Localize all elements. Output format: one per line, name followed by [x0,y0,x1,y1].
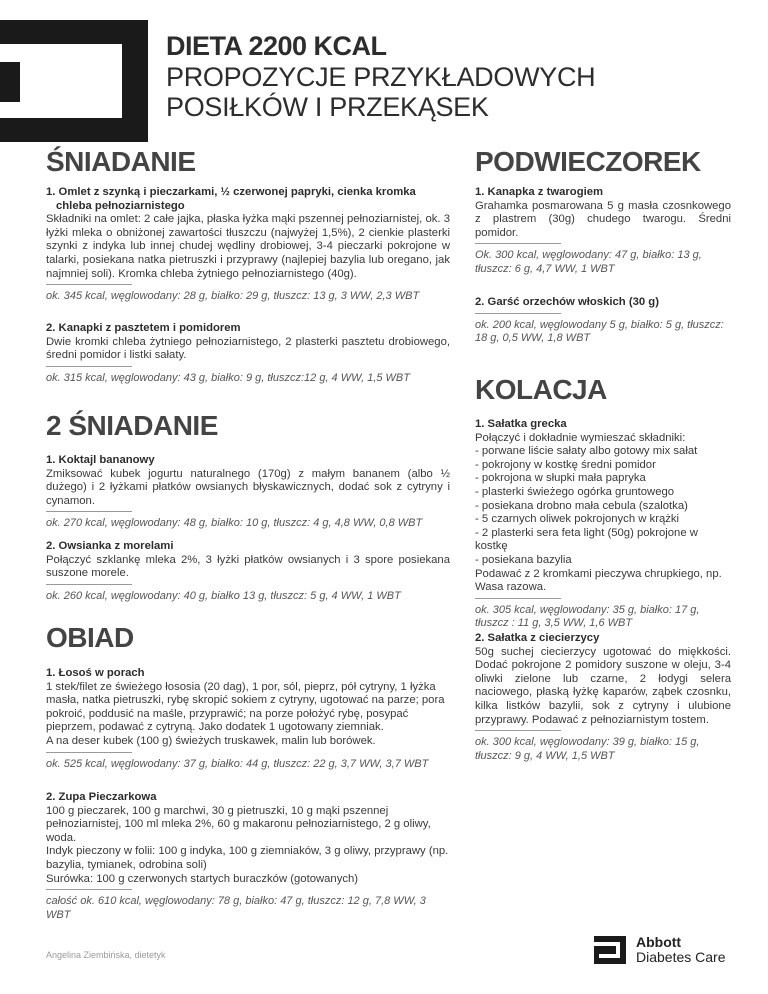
meal-item [475,632,731,763]
meal-nutrition: ok. 345 kcal, węglowodany: 28 g, białko: 29 g, tłuszcz: 13 g, 3 WW, 2,3 WBT [46,290,420,303]
meal-title: 1. Koktajl bananowy [46,454,155,466]
divider [46,511,132,512]
meal-description: 50g suchej ciecierzycy ugotować do miękkości. Dodać pokrojone 2 pomidory suszone w oleju, 3-4 oliwki zielone lub czarne, 2 łodygi selera naciowego, płaską łyżkę kaparów, ząbek czosnku, kilka listków bazylii, sok z cytryny i ulubione przyprawy. Podawać z pełnoziarnistym tostem. [475,645,731,726]
divider [475,730,561,731]
meal-item [46,322,450,385]
brand-division: Diabetes Care [636,949,726,965]
section-heading-sniadanie: ŚNIADANIE [46,146,196,177]
meal-title: 2. Zupa Pieczarkowa [46,791,157,803]
footer-author: Angelina Ziembińska, dietetyk [46,950,166,960]
document-title: DIETA 2200 KCAL [166,31,387,61]
meal-item [46,791,450,922]
meal-nutrition: ok. 270 kcal, węglowodany: 48 g, białko: 10 g, tłuszcz: 4 g, 4,8 WW, 0,8 WBT [46,517,423,530]
meal-description: Składniki na omlet: 2 całe jajka, płaska łyżka mąki pszennej pełnoziarnistej, ok. 3 łyżki mleka o obniżonej zawartości tłuszczu (najwyżej 1,5%), 2 cienkie plasterki szynki z indyka lub innej chudej wędliny drobiowej, 3-4 pieczarki pokrojone w talarki, posiekana natka pietruszki i przyprawy (najlepiej bazylia lub oregano, jak najmniej soli). Kromka chleba żytniego pełnoziarnistego (40g). [46,213,450,280]
document-header [166,30,726,122]
meal-item [46,540,450,603]
meal-description: Grahamka posmarowana 5 g masła czosnkowego z plastrem (30g) chudego twarogu. Średni pomidor. [475,199,731,239]
divider [46,889,132,890]
meal-item [46,186,450,304]
document-subtitle: PROPOZYCJE PRZYKŁADOWYCH POSIŁKÓW I PRZEKĄSEK [166,62,596,122]
section-heading-2-sniadanie: 2 ŚNIADANIE [46,410,218,441]
meal-title: 2. Sałatka z ciecierzycy [475,632,600,644]
section-heading-kolacja: KOLACJA [475,374,607,405]
divider [46,366,132,367]
meal-title: 2. Kanapki z pasztetem i pomidorem [46,322,241,334]
meal-title: 1. Omlet z szynką i pieczarkami, ½ czerwonej papryki, cienka kromka chleba pełnoziarnistego [46,186,416,212]
meal-item [46,667,450,771]
meal-title: 2. Garść orzechów włoskich (30 g) [475,296,659,308]
brand-name: Abbott [636,934,682,950]
abbott-logo-icon [594,936,626,964]
divider [475,313,561,314]
meal-nutrition: Ok. 300 kcal, węglowodany: 47 g, białko: 13 g, tłuszcz: 6 g, 4,7 WW, 1 WBT [475,249,702,275]
divider [475,598,561,599]
section-heading-obiad: OBIAD [46,622,134,653]
divider [46,284,132,285]
meal-nutrition: całość ok. 610 kcal, węglowodany: 78 g, białko: 47 g, tłuszcz: 12 g, 7,8 WW, 3 WBT [46,895,426,921]
meal-nutrition: ok. 200 kcal, węglowodany 5 g, białko: 5 g, tłuszcz: 18 g, 0,5 WW, 1,8 WBT [475,318,724,344]
meal-description: Zmiksować kubek jogurtu naturalnego (170g) z małym bananem (albo ½ dużego) i 2 łyżkami płatków owsianych błyskawicznych, dodać sok z cytryny i cynamon. [46,467,450,507]
meal-item [46,454,450,531]
meal-title: 2. Owsianka z morelami [46,540,174,552]
abbott-logo-icon [0,20,148,142]
section-heading-podwieczorek: PODWIECZOREK [475,146,701,177]
meal-title: 1. Sałatka grecka [475,418,567,430]
divider [475,243,561,244]
meal-nutrition: ok. 525 kcal, węglowodany: 37 g, białko: 44 g, tłuszcz: 22 g, 3,7 WW, 3,7 WBT [46,757,429,770]
meal-description: Połączyć szklankę mleka 2%, 3 łyżki płatków owsianych i 3 spore posiekana suszone morele. [46,553,450,580]
meal-description: Połączyć i dokładnie wymieszać składniki: - porwane liście sałaty albo gotowy mix sałat - pokrojony w kostkę średni pomidor - pokrojona w słupki mała papryka - plasterki świeżego ogórka gruntowego - posiekana drobno mała cebula (szalotka) - 5 czarnych oliwek pokrojonych w krążki - 2 plasterki sera feta light (50g) pokrojone w kostkę - posiekana bazylia Podawać z 2 kromkami pieczywa chrupkiego, np. Wasa razowa. [475,431,722,594]
meal-description: 100 g pieczarek, 100 g marchwi, 30 g pietruszki, 10 g mąki pszennej pełnoziarnistej, 100 ml mleka 2%, 60 g makaronu pełnoziarnistego, 2 g oliwy, woda. Indyk pieczony w folii: 100 g indyka, 100 g ziemniaków, 3 g oliwy, przyprawy (np. bazylia, tymianek, odrobina soli) Surówka: 100 g czerwonych startych buraczków (gotowanych) [46,804,449,885]
meal-nutrition: ok. 300 kcal, węglowodany: 39 g, białko: 15 g, tłuszcz: 9 g, 4 WW, 1,5 WBT [475,736,700,762]
meal-description: Dwie kromki chleba żytniego pełnoziarnistego, 2 plasterki pasztetu drobiowego, średni pomidor i listki sałaty. [46,335,450,362]
meal-title: 1. Łosoś w porach [46,667,145,679]
abbott-diabetes-care-logo [594,934,764,970]
meal-description: 1 stek/filet ze świeżego łososia (20 dag), 1 por, sól, pieprz, pół cytryny, 1 łyżka masła, natka pietruszki, rybę skropić sokiem z cytryny, ugotować na parze; pora pokroić, poddusić na maśle, przyprawić; na porze położyć rybę, posypać pieprzem, podawać z cytryną. Jako dodatek 1 ugotowany ziemniak. A na deser kubek (100 g) świeżych truskawek, malin lub borówek. [46,680,445,747]
meal-item [475,418,731,631]
meal-item [475,186,731,276]
meal-nutrition: ok. 305 kcal, węglowodany: 35 g, białko: 17 g, tłuszcz : 11 g, 3,5 WW, 1,6 WBT [475,603,700,630]
meal-title: 1. Kanapka z twarogiem [475,186,604,198]
divider [46,752,132,753]
meal-item [475,296,731,345]
meal-nutrition: ok. 260 kcal, węglowodany: 40 g, białko 13 g, tłuszcz: 5 g, 4 WW, 1 WBT [46,589,401,602]
divider [46,584,132,585]
meal-nutrition: ok. 315 kcal, węglowodany: 43 g, białko: 9 g, tłuszcz:12 g, 4 WW, 1,5 WBT [46,371,410,384]
